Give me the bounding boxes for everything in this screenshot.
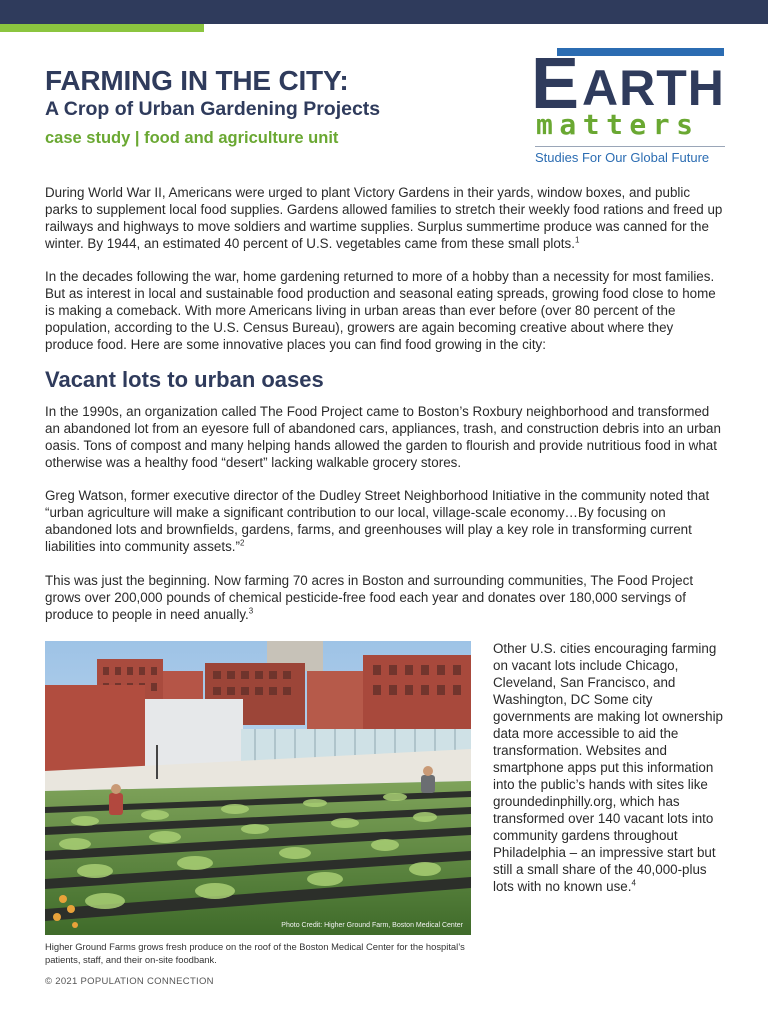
- intro-paragraph: [45, 184, 725, 252]
- title-block: [45, 66, 505, 150]
- copyright-footer: © 2021 POPULATION CONNECTION: [45, 976, 214, 987]
- food-project-paragraph-text: In the 1990s, an organization called The Food Project came to Boston’s Roxbury neighborhood and transformed an abandoned lot from an eyesore full of abandoned cars, appliances, trash, and construction debris into an urban oasis. Tons of compost and many helping hands allowed the garden to flourish and provide nutritious food in what otherwise was a healthy food “desert” lacking walkable grocery stores.: [45, 404, 721, 470]
- watson-quote-paragraph: [45, 487, 725, 555]
- footnote-ref-4: 4: [631, 878, 636, 888]
- top-banner-bar: [0, 0, 768, 24]
- logo-word-arth: ARTH: [582, 60, 725, 116]
- results-paragraph-text: This was just the beginning. Now farming 70 acres in Boston and surrounding communities, The Food Project grows over 200,000 pounds of chemical pesticide-free food each year and donates over 180,000 servings of produce to people in need anually.: [45, 573, 694, 622]
- footnote-ref-1: 1: [574, 235, 580, 245]
- section-heading: Vacant lots to urban oases: [45, 367, 324, 392]
- photo-caption: Higher Ground Farms grows fresh produce on the roof of the Boston Medical Center for the hospital’s patients, staff, and their on-site foodbank.: [45, 941, 465, 965]
- top-accent-stripe: [0, 24, 204, 32]
- intro-paragraph-text: During World War II, Americans were urged to plant Victory Gardens in their yards, window boxes, and public parks to supplement local food supplies. Gardens allowed families to stretch their weekly food rations and freed up railways and highways to move soldiers and wartime supplies. Surplus summertime produce was canned for the winter. By 1944, an estimated 40 percent of U.S. vegetables came from these small plots.: [45, 185, 723, 251]
- unit-tagline: case study | food and agriculture unit: [45, 129, 339, 147]
- sidebar-paragraph-text: Other U.S. cities encouraging farming on vacant lots include Chicago, Cleveland, San Francisco, and Washington, DC Some city governments are making lot ownership data more accessible to aid the transformation. Websites and smartphone apps put this information into the public’s hands with sites like groundedinphilly.org, which has transformed over 140 vacant lots into community gardens throughout Philadelphia – an impressive start but still a small share of the 40,000-plus lots with no known use.: [493, 641, 723, 894]
- logo-divider: [535, 146, 725, 147]
- context-paragraph: [45, 268, 725, 353]
- photo-credit: Photo Credit: Higher Ground Farm, Boston Medical Center: [281, 922, 463, 929]
- rooftop-farm-illustration: [45, 641, 471, 935]
- logo-word-matters: matters: [536, 108, 700, 141]
- footnote-ref-2: 2: [239, 538, 245, 548]
- logo-accent-bar: [557, 48, 724, 56]
- food-project-paragraph: [45, 403, 725, 471]
- sidebar-paragraph: [493, 640, 731, 895]
- page-subtitle: A Crop of Urban Gardening Projects: [45, 98, 381, 120]
- context-paragraph-text: In the decades following the war, home gardening returned to more of a hobby than a necessity for most families. But as interest in local and sustainable food production and seasonal eating spreads, growing food close to home is making a comeback. With more Americans living in urban areas than ever before (over 80 percent of the population, according to the U.S. Census Bureau), growers are again becoming creative about where they produce food. Here are some innovative places you can find food growing in the city:: [45, 269, 716, 352]
- logo-letter-e: E: [531, 44, 580, 124]
- results-paragraph: [45, 572, 725, 623]
- page-title: FARMING IN THE CITY:: [45, 65, 349, 96]
- footnote-ref-3: 3: [248, 606, 254, 616]
- watson-quote-paragraph-text: Greg Watson, former executive director of the Dudley Street Neighborhood Initiative in the community noted that “urban agriculture will make a significant contribution to our local, village-scale economy…By focusing on abandoned lots and brownfields, gardens, farms, and greenhouses will play a key role in transforming current liabilities into community assets.”: [45, 488, 710, 554]
- earth-matters-logo: [531, 46, 731, 168]
- rooftop-farm-photo: [45, 641, 471, 935]
- logo-slogan: Studies For Our Global Future: [535, 150, 710, 165]
